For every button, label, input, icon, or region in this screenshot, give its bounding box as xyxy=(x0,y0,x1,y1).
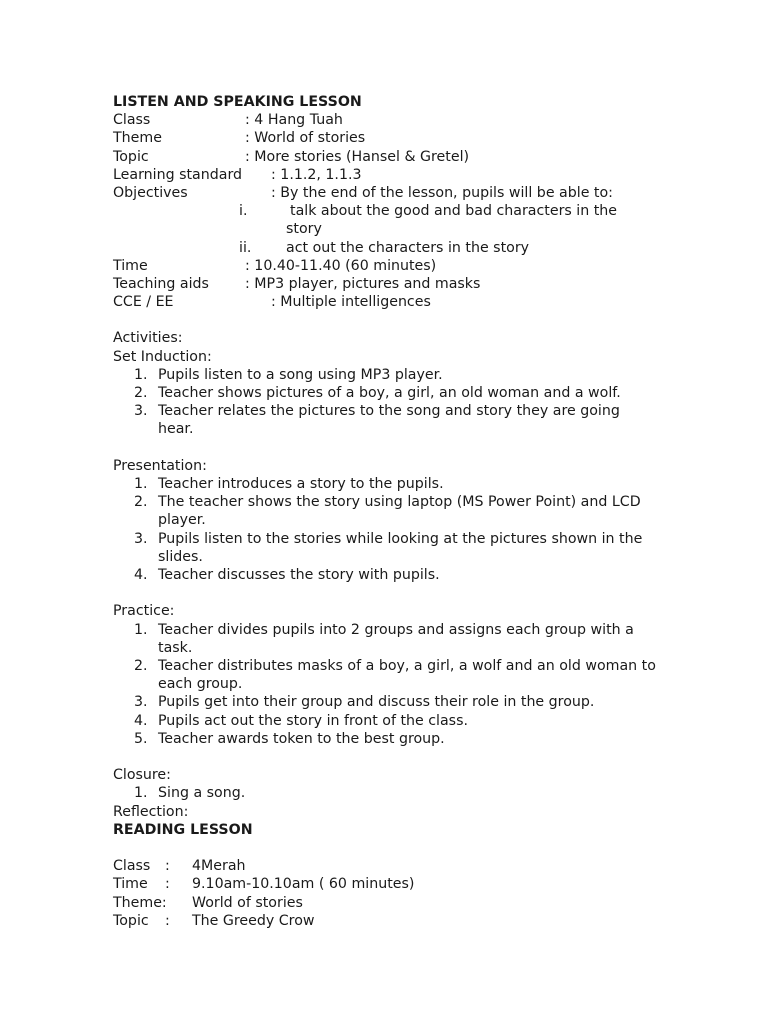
field-cce-ee xyxy=(113,293,673,311)
field-separator: : xyxy=(165,912,170,929)
field-separator: : xyxy=(165,876,170,893)
field-label: Theme: xyxy=(113,894,167,911)
list-item: 4. Teacher discusses the story with pupils. xyxy=(134,567,440,584)
practice-label: Practice: xyxy=(113,603,175,620)
field-label: Objectives xyxy=(113,184,188,201)
field-label: Time xyxy=(113,257,148,274)
field-value: 9.10am-10.10am ( 60 minutes) xyxy=(192,876,415,893)
list-item: 2. The teacher shows the story using laptop (MS Power Point) and LCD player. xyxy=(134,494,641,529)
list-item: 3. Teacher relates the pictures to the song and story they are going hear. xyxy=(134,403,620,438)
field-label: Class xyxy=(113,858,151,875)
field-value: : 4 Hang Tuah xyxy=(245,112,343,129)
field-label: Topic xyxy=(113,912,149,929)
reading-field-class xyxy=(113,857,673,875)
set-induction-label: Set Induction: xyxy=(113,348,212,365)
field-value: 4Merah xyxy=(192,858,246,875)
objective-text: story xyxy=(286,221,322,238)
closure-list xyxy=(113,784,673,802)
field-label: Learning standard xyxy=(113,166,243,183)
reading-field-theme xyxy=(113,894,673,912)
field-value: : 1.1.2, 1.1.3 xyxy=(271,166,362,183)
field-teaching-aids xyxy=(113,275,673,293)
presentation-list xyxy=(113,475,673,584)
field-separator: : xyxy=(165,858,170,875)
field-value: : By the end of the lesson, pupils will be able to: xyxy=(271,184,613,201)
objective-item xyxy=(113,239,673,257)
objective-item xyxy=(113,202,673,220)
objective-number: ii. xyxy=(239,239,252,256)
field-value: World of stories xyxy=(192,894,303,911)
list-item: 3. Pupils get into their group and discuss their role in the group. xyxy=(134,694,595,711)
field-label: Time xyxy=(113,876,148,893)
field-label: Theme xyxy=(113,130,162,147)
field-label: CCE / EE xyxy=(113,294,174,311)
practice-list xyxy=(113,621,673,748)
objective-number: i. xyxy=(239,203,248,220)
field-label: Class xyxy=(113,112,151,129)
field-value: : Multiple intelligences xyxy=(271,294,431,311)
field-value: : More stories (Hansel & Gretel) xyxy=(245,148,470,165)
field-value: The Greedy Crow xyxy=(192,912,315,929)
document-page xyxy=(113,91,673,930)
objective-text: act out the characters in the story xyxy=(286,239,530,256)
closure-label: Closure: xyxy=(113,767,171,784)
list-item: 4. Pupils act out the story in front of the class. xyxy=(134,712,468,729)
list-item: 1. Sing a song. xyxy=(134,785,246,802)
field-label: Teaching aids xyxy=(113,275,209,292)
list-item: 3. Pupils listen to the stories while looking at the pictures shown in the slides. xyxy=(134,530,643,565)
list-item: 1. Teacher introduces a story to the pupils. xyxy=(134,476,444,492)
set-induction-list xyxy=(113,366,673,439)
field-objectives xyxy=(113,184,673,202)
reading-lesson-title: READING LESSON xyxy=(113,821,253,838)
field-class xyxy=(113,111,673,129)
field-topic xyxy=(113,148,673,166)
field-value: : MP3 player, pictures and masks xyxy=(245,275,481,292)
listen-lesson-title: LISTEN AND SPEAKING LESSON xyxy=(113,94,362,110)
list-item: 1. Pupils listen to a song using MP3 player. xyxy=(134,366,443,383)
list-item: 2. Teacher distributes masks of a boy, a girl, a wolf and an old woman to each group. xyxy=(134,658,656,693)
reflection-label: Reflection: xyxy=(113,803,189,820)
list-item: 5. Teacher awards token to the best group. xyxy=(134,730,445,747)
list-item: 1. Teacher divides pupils into 2 groups and assigns each group with a task. xyxy=(134,621,634,656)
reading-field-topic xyxy=(113,912,673,930)
field-time xyxy=(113,257,673,275)
reading-field-time xyxy=(113,875,673,893)
field-theme xyxy=(113,129,673,147)
objective-item-continued xyxy=(113,220,673,238)
field-learning-standard xyxy=(113,166,673,184)
activities-label: Activities: xyxy=(113,330,183,347)
field-value: : 10.40-11.40 (60 minutes) xyxy=(245,257,437,274)
field-value: : World of stories xyxy=(245,130,366,147)
presentation-label: Presentation: xyxy=(113,457,207,474)
list-item: 2. Teacher shows pictures of a boy, a girl, an old woman and a wolf. xyxy=(134,385,621,402)
objective-text: talk about the good and bad characters in the xyxy=(290,203,618,220)
field-label: Topic xyxy=(113,148,149,165)
